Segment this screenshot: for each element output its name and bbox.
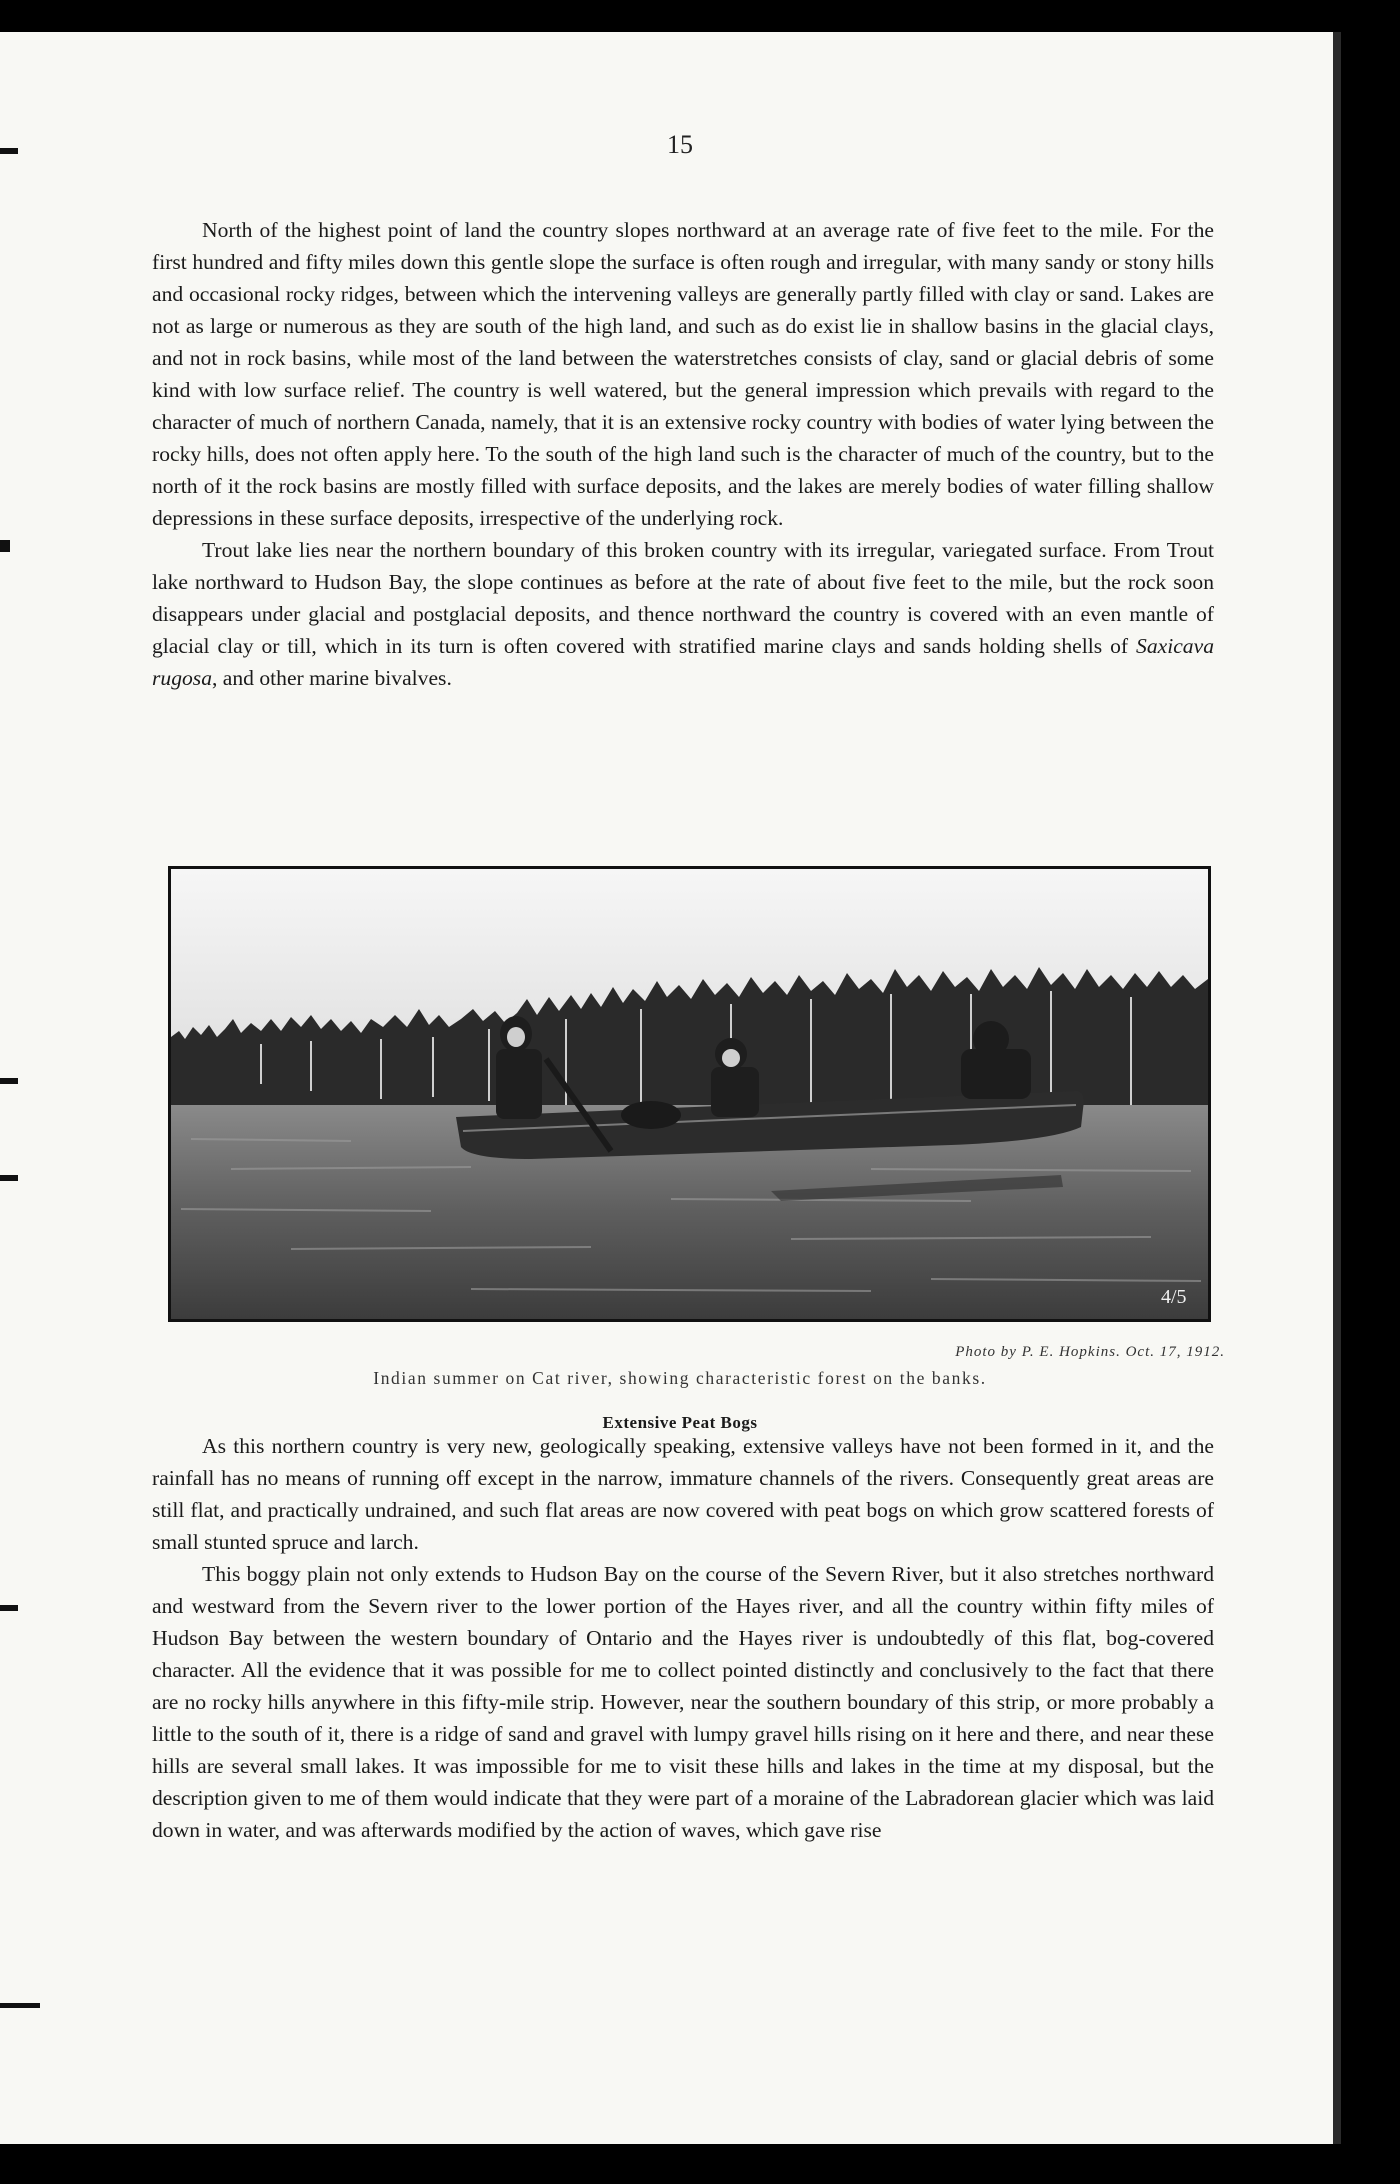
binding-mark: [0, 1078, 18, 1084]
photo-corner-mark: 4/5: [1161, 1286, 1187, 1308]
binding-mark: [0, 2003, 40, 2008]
page-number: 15: [667, 130, 693, 159]
paragraph: Trout lake lies near the northern boundary of this broken country with its irregular, variegated surface. From Trout lake northward to Hudson Bay, the slope continues as before at the rate of about five feet to the mile, but the rock soon disappears under glacial and postglacial deposits, and thence northward the country is covered with an even mantle of glacial clay or till, which in its turn is often covered with stratified marine clays and sands holding shells of Saxicava rugosa, and other marine bivalves.: [152, 538, 1214, 690]
photo-image: [171, 869, 1208, 1319]
cargo-bundle: [621, 1101, 681, 1129]
photograph-canoe-on-cat-river: [168, 866, 1211, 1322]
photo-credit: Photo by P. E. Hopkins. Oct. 17, 1912.: [955, 1344, 1225, 1360]
section-heading: Extensive Peat Bogs: [602, 1413, 758, 1432]
binding-mark: [0, 1175, 18, 1181]
binding-mark: [0, 1605, 18, 1611]
page-edge-shadow: [1333, 32, 1341, 2144]
species-name: Saxicava rugosa: [152, 634, 1214, 690]
paddler-face: [507, 1027, 525, 1047]
body-text-bottom: [152, 1430, 1214, 1846]
paragraph: North of the highest point of land the country slopes northward at an average rate of five feet to the mile. For the first hundred and fifty miles down this gentle slope the surface is often rough and irregular, with many sandy or stony hills and occasional rocky ridges, between which the intervening valleys are generally partly filled with clay or sand. Lakes are not as large or numerous as they are south of the high land, and such as do exist lie in shallow basins in the glacial clays, and not in rock basins, while most of the land between the waterstretches consists of clay, sand or glacial debris of some kind with low surface relief. The country is well watered, but the general impression which prevails with regard to the character of much of northern Canada, namely, that it is an extensive rocky country with bodies of water lying between the rocky hills, does not often apply here. To the south of the high land such is the character of much of the country, but to the north of it the rock basins are mostly filled with surface deposits, and the lakes are merely bodies of water filling shallow depressions in these surface deposits, irrespective of the underlying rock.: [152, 218, 1214, 530]
paragraph: As this northern country is very new, geologically speaking, extensive valleys have not been formed in it, and the rainfall has no means of running off except in the narrow, immature channels of the rivers. Consequently great areas are still flat, and practically undrained, and such flat areas are now covered with peat bogs on which grow scattered forests of small stunted spruce and larch.: [152, 1434, 1214, 1554]
photo-caption: Indian summer on Cat river, showing characteristic forest on the banks.: [373, 1368, 987, 1388]
body-text-top: [152, 214, 1214, 694]
passenger-face: [722, 1049, 740, 1067]
paragraph: This boggy plain not only extends to Hudson Bay on the course of the Severn River, but it also stretches northward and westward from the Severn river to the lower portion of the Hayes river, and all the country within fifty miles of Hudson Bay between the western boundary of Ontario and the Hayes river is undoubtedly of this flat, bog-covered character. All the evidence that it was possible for me to collect pointed distinctly and conclusively to the fact that there are no rocky hills anywhere in this fifty-mile strip. However, near the southern boundary of this strip, or more probably a little to the south of it, there is a ridge of sand and gravel with lumpy gravel hills rising on it here and there, and near these hills are several small lakes. It was impossible for me to visit these hills and lakes in the time at my disposal, but the description given to me of them would indicate that they were part of a moraine of the Labradorean glacier which was laid down in water, and was afterwards modified by the action of waves, which gave rise: [152, 1562, 1214, 1842]
binding-mark: [0, 540, 10, 552]
